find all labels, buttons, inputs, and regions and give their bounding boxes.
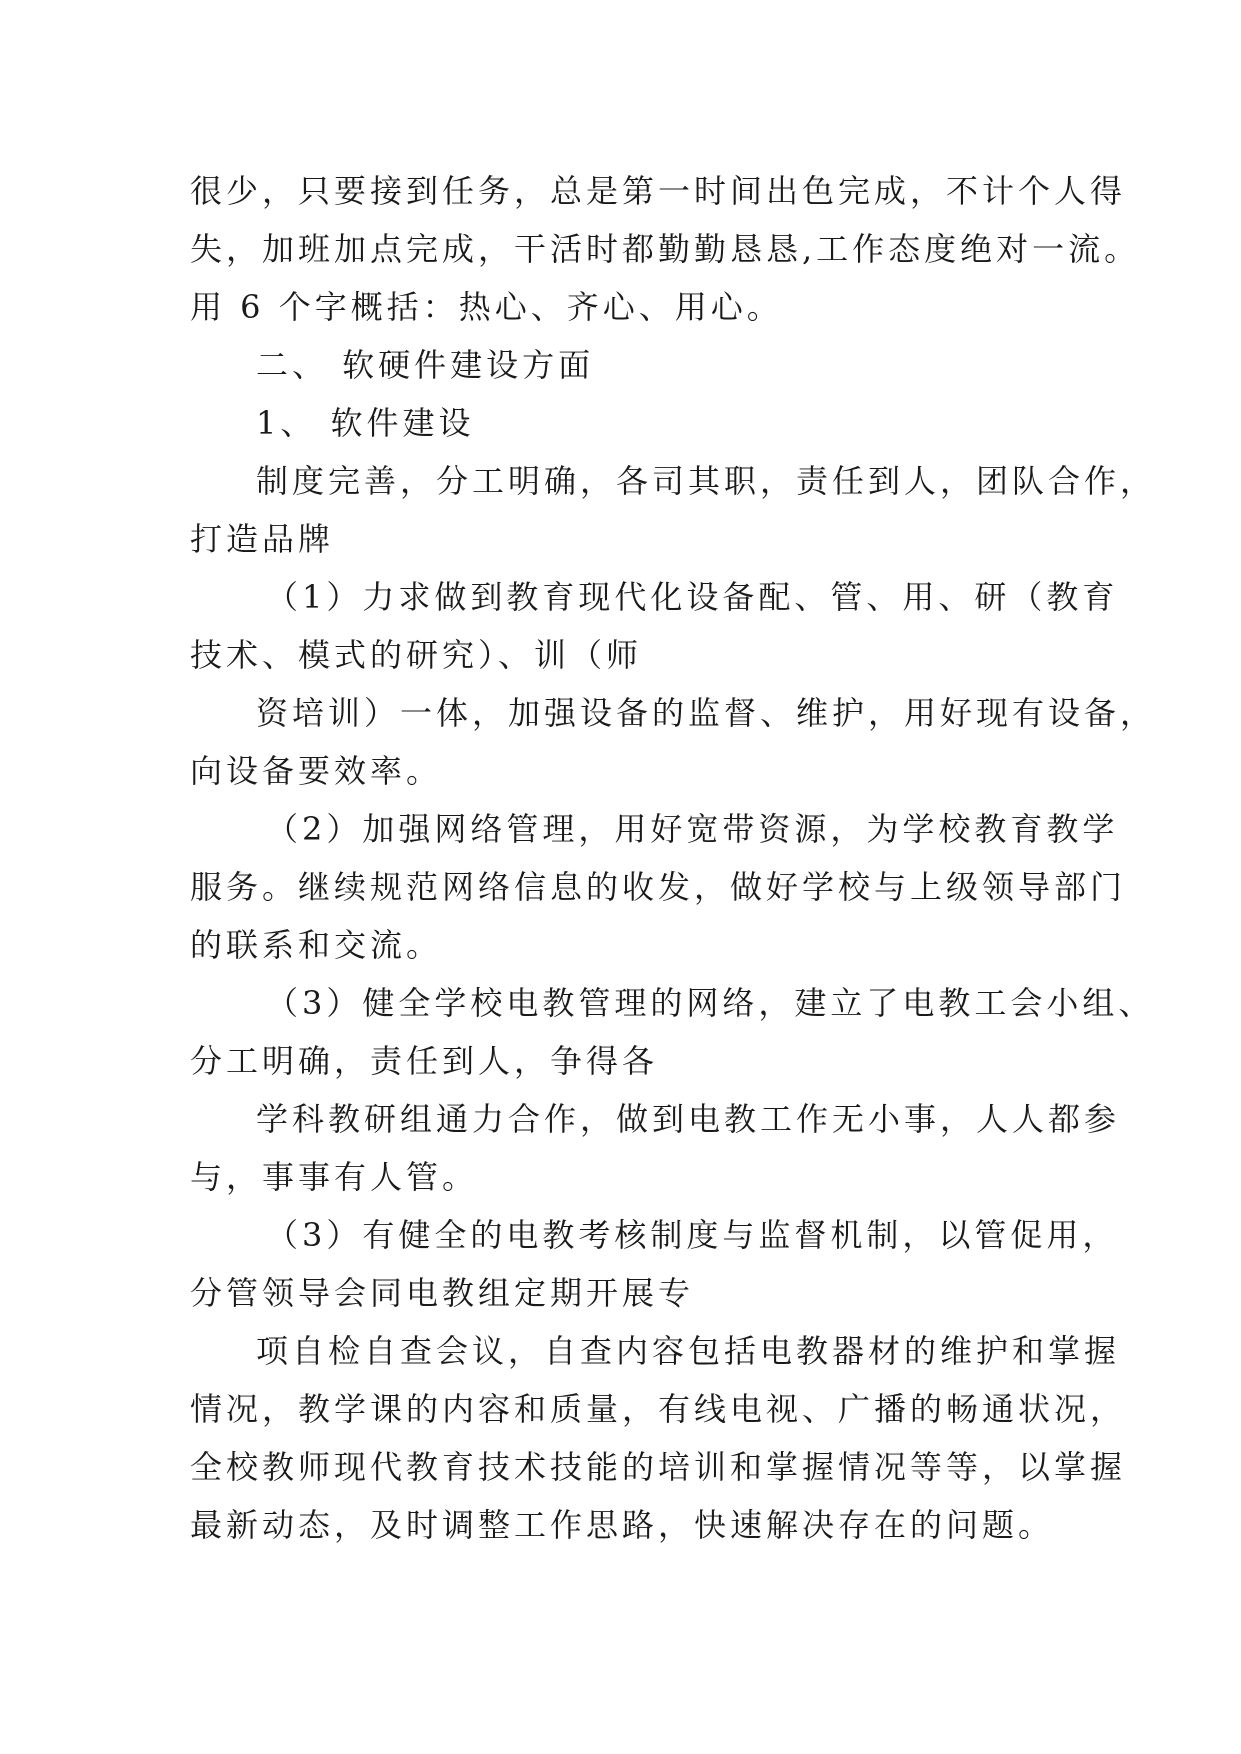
text-line: 很少，只要接到任务，总是第一时间出色完成，不计个人得 — [190, 172, 1127, 210]
text-line: 情况，教学课的内容和质量，有线电视、广播的畅通状况， — [190, 1390, 1127, 1428]
text-line: 与，事事有人管。 — [190, 1158, 479, 1196]
text-line: 分工明确，责任到人，争得各 — [190, 1042, 659, 1080]
text-line: 制度完善，分工明确，各司其职，责任到人，团队合作， — [256, 462, 1157, 500]
text-line: 服务。继续规范网络信息的收发，做好学校与上级领导部门 — [190, 868, 1127, 906]
text-line: 最新动态，及时调整工作思路，快速解决存在的问题。 — [190, 1506, 1055, 1544]
text-line: 的联系和交流。 — [190, 926, 443, 964]
list-item: （3）健全学校电教管理的网络，建立了电教工会小组、 — [266, 984, 1155, 1022]
text-line: 向设备要效率。 — [190, 752, 443, 790]
text-line: 分管领导会同电教组定期开展专 — [190, 1274, 695, 1312]
text-line: 项自检自查会议，自查内容包括电教器材的维护和掌握 — [256, 1332, 1121, 1370]
document-body — [190, 162, 1157, 1554]
text-line: 技术、模式的研究）、训（师 — [190, 636, 643, 674]
list-item: （3）有健全的电教考核制度与监督机制，以管促用， — [266, 1216, 1119, 1254]
text-line: 用 6 个字概括：热心、齐心、用心。 — [190, 288, 783, 326]
section-heading: 二、 软硬件建设方面 — [256, 346, 595, 384]
text-line: 失，加班加点完成，干活时都勤勤恳恳,工作态度绝对一流。 — [190, 230, 1141, 268]
text-line: 资培训）一体，加强设备的监督、维护，用好现有设备， — [256, 694, 1157, 732]
list-item: （2）加强网络管理，用好宽带资源，为学校教育教学 — [266, 810, 1119, 848]
subsection-heading: 1、 软件建设 — [256, 404, 475, 442]
text-line: 打造品牌 — [190, 520, 335, 558]
text-line: 学科教研组通力合作，做到电教工作无小事，人人都参 — [256, 1100, 1121, 1138]
list-item: （1）力求做到教育现代化设备配、管、用、研（教育 — [266, 578, 1119, 616]
text-line: 全校教师现代教育技术技能的培训和掌握情况等等，以掌握 — [190, 1448, 1127, 1486]
